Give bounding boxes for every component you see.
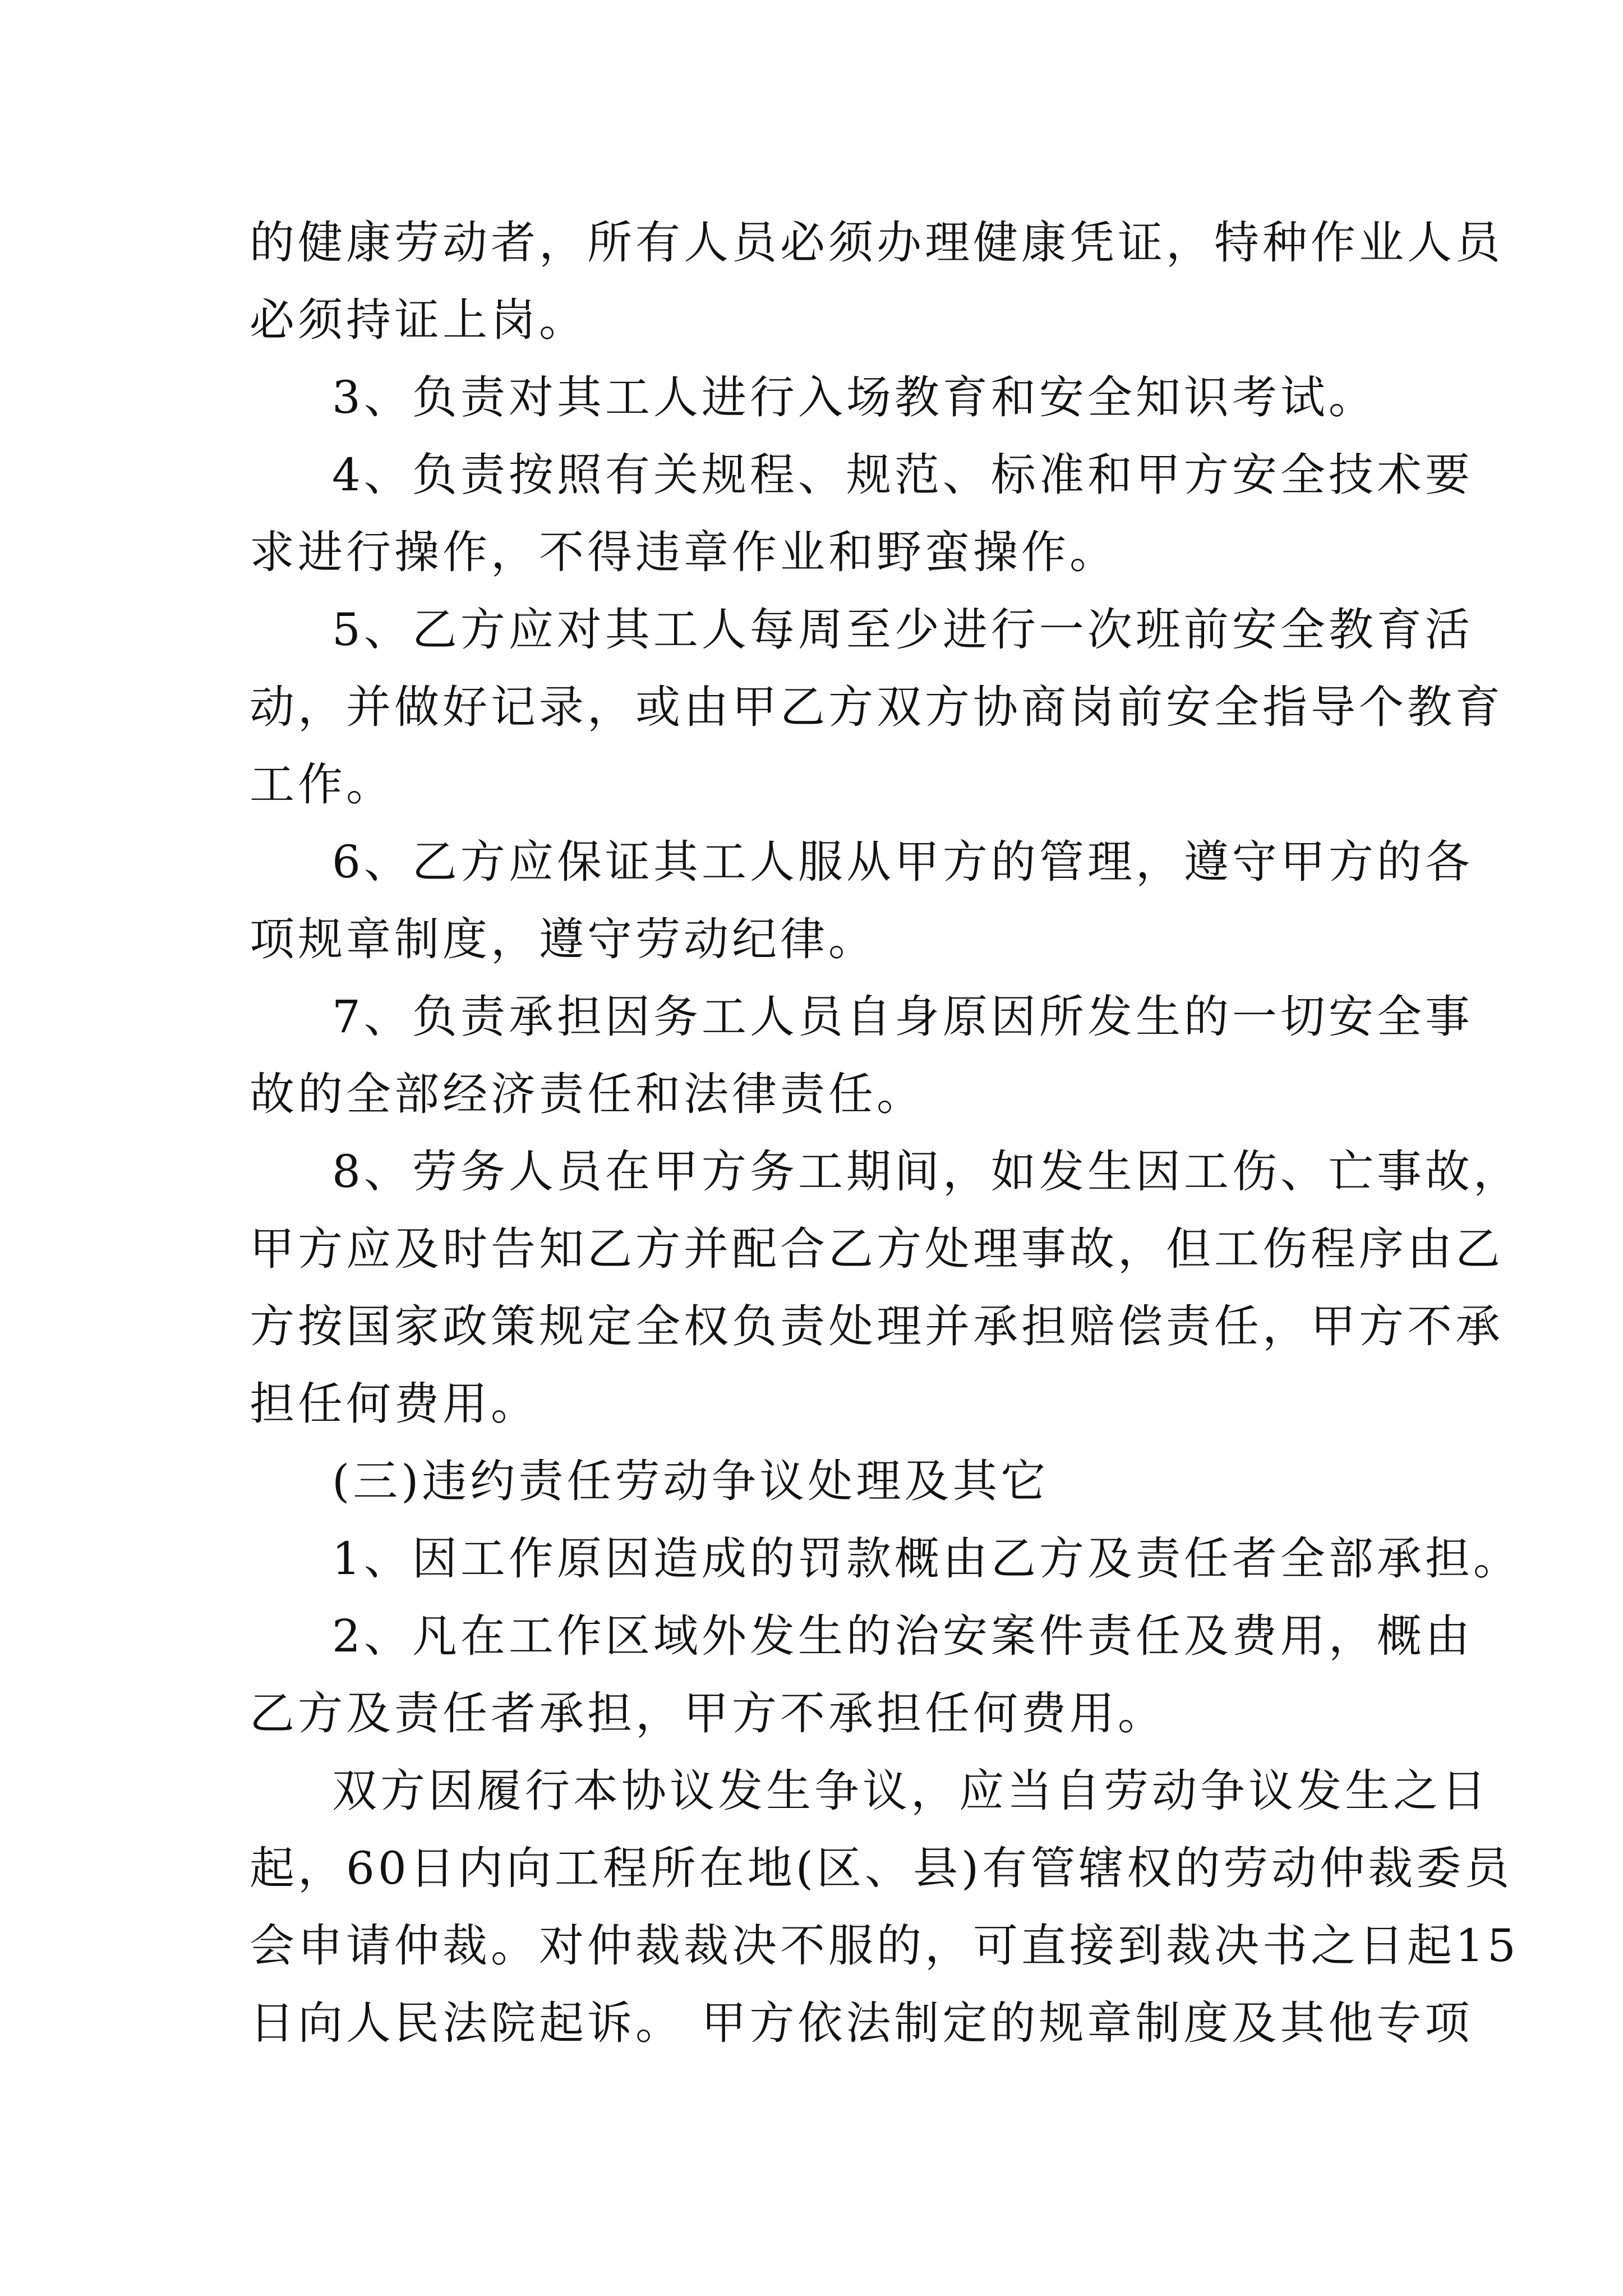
text-line: 日向人民法院起诉。 甲方依法制定的规章制度及其他专项 [250, 1997, 1473, 2049]
text-line: 7、负责承担因务工人员自身原因所发生的一切安全事 [332, 991, 1473, 1043]
text-line: 动，并做好记录，或由甲乙方双方协商岗前安全指导个教育 [250, 681, 1504, 733]
text-line: 工作。 [250, 758, 394, 811]
text-line: 8、劳务人员在甲方务工期间，如发生因工伤、亡事故， [332, 1145, 1521, 1198]
text-line: 会申请仲裁。对仲裁裁决不服的，可直接到裁决书之日起15 [250, 1920, 1519, 1972]
text-line: 甲方应及时告知乙方并配合乙方处理事故，但工伤程序由乙 [250, 1223, 1504, 1275]
text-line: 的健康劳动者，所有人员必须办理健康凭证，特种作业人员 [250, 217, 1504, 269]
text-line: 项规章制度，遵守劳动纪律。 [250, 913, 877, 965]
text-line: 3、负责对其工人进行入场教育和安全知识考试。 [332, 371, 1377, 424]
text-line: 双方因履行本协议发生争议，应当自劳动争议发生之日 [332, 1765, 1490, 1817]
text-line: 2、凡在工作区域外发生的治安案件责任及费用，概由 [332, 1610, 1473, 1662]
text-line: 乙方及责任者承担，甲方不承担任何费用。 [250, 1687, 1166, 1740]
text-line: 方按国家政策规定全权负责处理并承担赔偿责任，甲方不承 [250, 1300, 1504, 1352]
text-line: 担任何费用。 [250, 1378, 539, 1430]
text-line: 必须持证上岗。 [250, 294, 587, 346]
text-line: 6、乙方应保证其工人服从甲方的管理，遵守甲方的各 [332, 836, 1473, 888]
text-line: 求进行操作，不得违章作业和野蛮操作。 [250, 526, 1118, 578]
text-line: 起，60日内向工程所在地(区、县)有管辖权的劳动仲裁委员 [250, 1842, 1513, 1894]
text-line: 5、乙方应对其工人每周至少进行一次班前安全教育活 [332, 604, 1473, 656]
section-heading: (三)违约责任劳动争议处理及其它 [332, 1455, 1049, 1507]
text-line: 4、负责按照有关规程、规范、标准和甲方安全技术要 [332, 449, 1473, 501]
text-line: 1、因工作原因造成的罚款概由乙方及责任者全部承担。 [332, 1533, 1521, 1585]
text-line: 故的全部经济责任和法律责任。 [250, 1068, 925, 1120]
